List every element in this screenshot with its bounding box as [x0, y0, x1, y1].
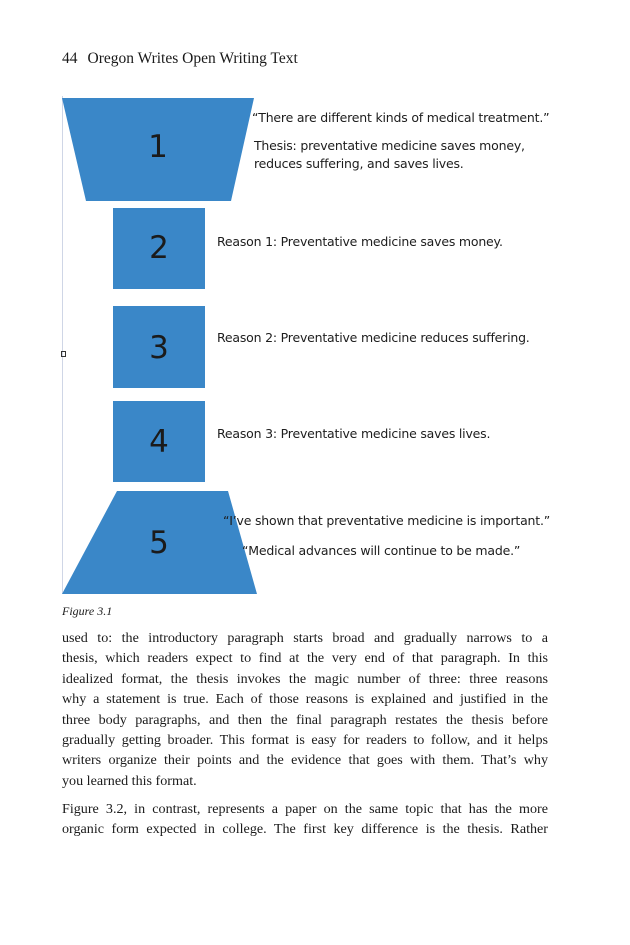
text-line: gradually getting broader. This format is easy for readers to follow, and it helps — [62, 732, 548, 749]
text-line: writers organize their points and the evidence that goes with them. That’s why — [62, 752, 548, 769]
conclusion-broaden-text: “Medical advances will continue to be made.” — [242, 543, 521, 558]
reason-1-text: Reason 1: Preventative medicine saves money. — [217, 234, 503, 249]
shape-number-4: 4 — [149, 424, 169, 460]
conclusion-restate-text: “I’ve shown that preventative medicine is important.” — [223, 513, 551, 528]
text-line: idealized format, the thesis invokes the magic number of three: three reasons — [62, 670, 548, 687]
page-number: 44 — [62, 50, 78, 67]
intro-thesis-line-2: reduces suffering, and saves lives. — [254, 156, 464, 171]
shape-number-1: 1 — [148, 129, 168, 165]
text-line: three body paragraphs, and then the final paragraph restates the thesis before — [62, 711, 548, 728]
text-line: why a statement is true. Each of those reasons is explained and justified in the — [62, 691, 548, 708]
body-paragraph-2 — [62, 799, 548, 840]
text-line: you learned this format. — [62, 772, 197, 789]
running-title: Oregon Writes Open Writing Text — [87, 50, 298, 67]
intro-hook-text: “There are different kinds of medical treatment.” — [252, 110, 550, 125]
reason-3-text: Reason 3: Preventative medicine saves lives. — [217, 426, 491, 441]
body-paragraph-1 — [62, 628, 548, 791]
reason-2-text: Reason 2: Preventative medicine reduces suffering. — [217, 330, 530, 345]
shape-number-2: 2 — [149, 230, 169, 266]
text-line: Figure 3.2, in contrast, represents a paper on the same topic that has the more — [62, 801, 548, 817]
shape-number-5: 5 — [149, 525, 169, 561]
page-header — [62, 50, 298, 68]
text-line: organic form expected in college. The first key difference is the thesis. Rather — [62, 821, 548, 838]
shape-number-3: 3 — [149, 330, 169, 366]
text-line: used to: the introductory paragraph starts broad and gradually narrows to a — [62, 630, 548, 646]
figure-caption: Figure 3.1 — [62, 604, 113, 618]
figure-essay-structure — [62, 96, 551, 594]
text-line: thesis, which readers expect to find at the very end of that paragraph. In this — [62, 650, 548, 667]
intro-thesis-line-1: Thesis: preventative medicine saves money, — [254, 138, 525, 153]
